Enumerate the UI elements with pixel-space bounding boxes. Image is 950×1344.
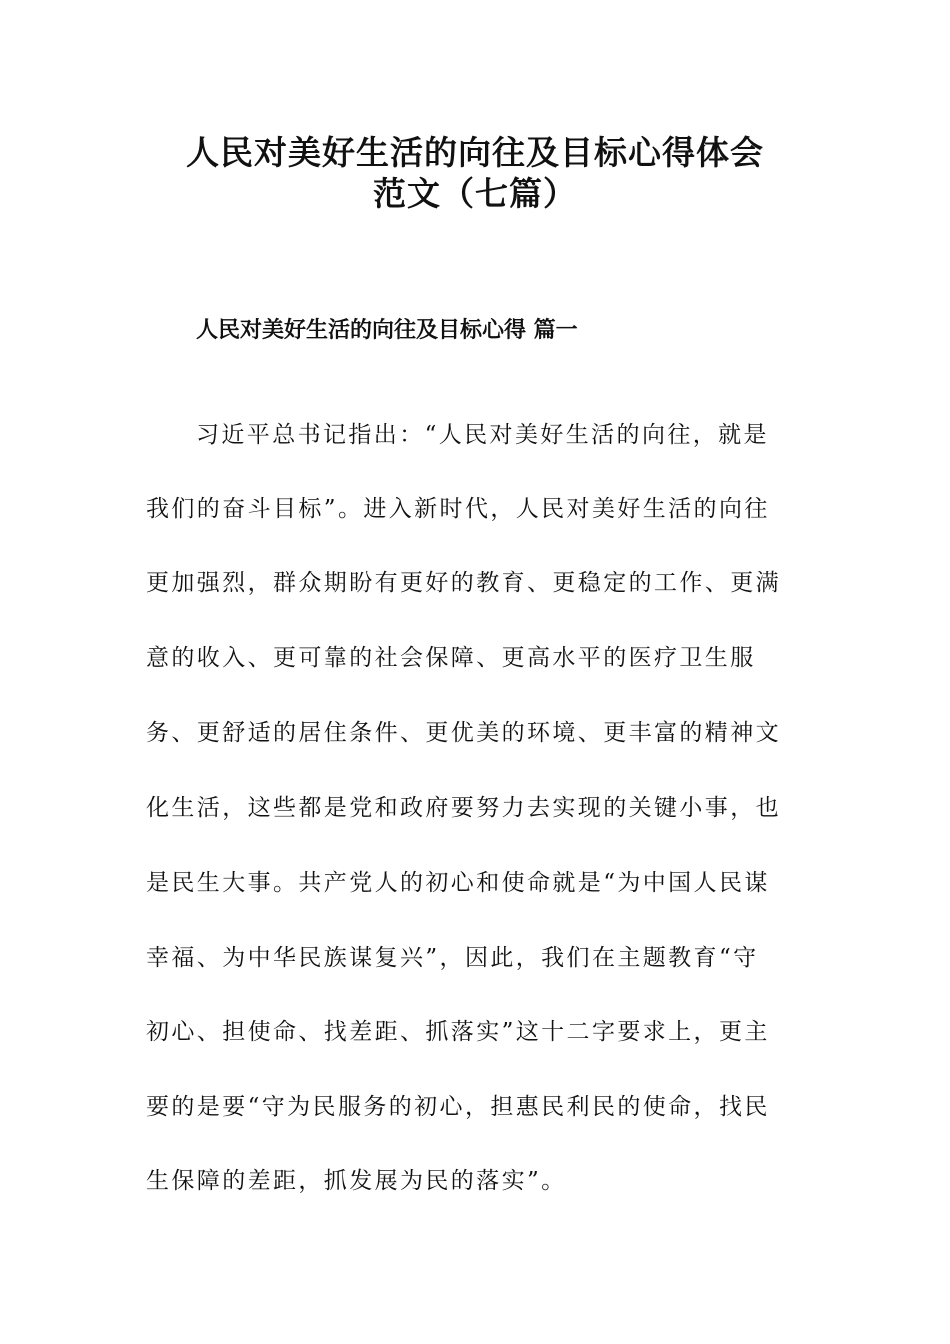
section-heading: 人民对美好生活的向往及目标心得 篇一 bbox=[196, 318, 578, 343]
body-line: 我们的奋斗目标”。进入新时代，人民对美好生活的向往 bbox=[146, 496, 770, 522]
document-title-line-2: 范文（七篇） bbox=[373, 174, 577, 213]
body-line: 务、更舒适的居住条件、更优美的环境、更丰富的精神文 bbox=[146, 720, 781, 746]
body-line: 幸福、为中华民族谋复兴”，因此，我们在主题教育“守 bbox=[146, 945, 759, 971]
body-line: 是民生大事。共产党人的初心和使命就是“为中国人民谋 bbox=[146, 870, 770, 896]
body-line: 更加强烈，群众期盼有更好的教育、更稳定的工作、更满 bbox=[146, 570, 781, 596]
body-line: 意的收入、更可靠的社会保障、更高水平的医疗卫生服 bbox=[146, 645, 756, 671]
body-line: 要的是要“守为民服务的初心，担惠民利民的使命，找民 bbox=[146, 1094, 770, 1120]
body-line: 习近平总书记指出：“人民对美好生活的向往，就是 bbox=[196, 422, 769, 448]
body-line: 初心、担使命、找差距、抓落实”这十二字要求上，更主 bbox=[146, 1019, 770, 1045]
body-line: 生保障的差距，抓发展为民的落实”。 bbox=[146, 1168, 567, 1194]
document-title-line-1: 人民对美好生活的向往及目标心得体会 bbox=[186, 133, 764, 172]
body-line: 化生活，这些都是党和政府要努力去实现的关键小事，也 bbox=[146, 795, 781, 821]
